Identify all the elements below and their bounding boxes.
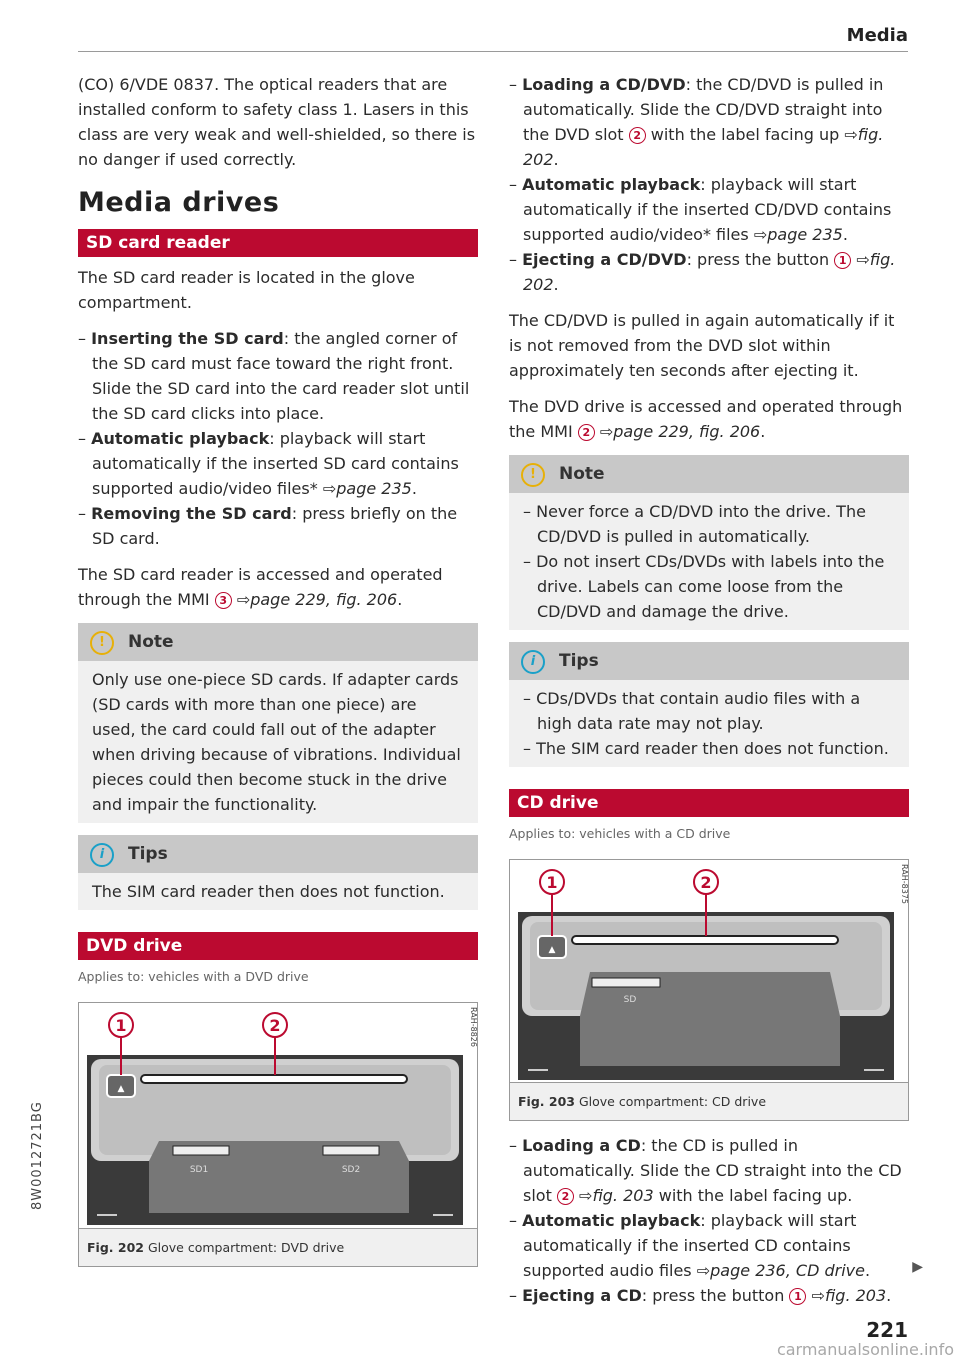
tips-box [78,835,478,910]
cd-drive-heading: CD drive [509,789,909,817]
callout-1: 1 [115,1016,127,1035]
figure-reference[interactable]: ⇨fig. 203 [811,1286,887,1305]
dvd-drive-heading: DVD drive [78,932,478,960]
cd-applies-text: Applies to: vehicles with a CD drive [509,826,731,841]
right-column [509,72,909,1319]
callout-number: 2 [578,424,595,441]
list-item: – Loading a CD/DVD: the CD/DVD is pulled in automatically. Slide the CD/DVD straight into the DVD slot 2 with the label facing up ⇨fig. 202. [509,72,909,172]
cd-bullet-list [509,1133,909,1308]
watermark: carmanualsonline.info [776,1340,954,1359]
list-item: – Loading a CD: the CD is pulled in automatically. Slide the CD straight into the CD slot 2 ⇨fig. 203 with the label facing up. [509,1133,909,1208]
list-item: – Automatic playback: playback will start automatically if the inserted SD card contains supported audio/video files* ⇨page 235. [78,426,478,501]
page-number: 221 [866,1318,908,1342]
page-reference[interactable]: ⇨page 236, CD drive [696,1261,865,1280]
note-box [78,623,478,823]
list-item: – Do not insert CDs/DVDs with labels into the drive. Labels can come loose from the CD/DVD and damage the drive. [523,549,895,624]
dvd-pull-in-text: The CD/DVD is pulled in again automatically if it is not removed from the DVD slot within approximately ten seconds after ejecting it. [509,311,895,380]
note-title: Note [559,464,605,484]
callout-number: 1 [789,1288,806,1305]
list-item: – Automatic playback: playback will start automatically if the inserted CD contains supported audio files ⇨page 236, CD drive. [509,1208,909,1283]
warning-icon: ! [521,463,545,487]
tips-text: The SIM card reader then does not function. [92,882,445,901]
dvd-bullet-list [509,72,909,297]
note-text: Only use one-piece SD cards. If adapter cards (SD cards with more than one piece) are used, the card could fall out of the adapter when driving because of vibrations. Individual pieces could then become stuck in the drive and impair the functionality. [92,670,461,814]
list-item: – Inserting the SD card: the angled corner of the SD card must face toward the right front. Slide the SD card into the card reader slot until the SD card clicks into place. [78,326,478,426]
figure-reference[interactable]: ⇨fig. 203 [579,1186,654,1205]
figure-202 [78,1002,478,1267]
figure-reference[interactable]: ⇨fig. 202 [523,125,884,169]
figure-caption: Fig. 202 Glove compartment: DVD drive [87,1240,345,1255]
page-reference[interactable]: ⇨page 229, fig. 206 [236,590,398,609]
slot-label-sd2: SD2 [341,1165,361,1175]
page-header-title: Media [846,25,908,46]
callout-number: 3 [215,592,232,609]
next-page-arrow-icon[interactable]: ▶ [912,1259,923,1275]
callout-number: 2 [629,127,646,144]
note-title: Note [128,632,174,652]
list-item: – Automatic playback: playback will start automatically if the inserted CD/DVD contains supported audio/video* files ⇨page 235. [509,172,909,247]
callout-number: 1 [834,252,851,269]
figure-code: RAH-8375 [900,864,909,904]
list-item: – Never force a CD/DVD into the drive. The CD/DVD is pulled in automatically. [523,499,895,549]
sd-location-text: The SD card reader is located in the glove compartment. [78,268,415,312]
sd-bullet-list [78,326,478,551]
eject-icon: ▲ [548,945,556,955]
info-icon: i [521,650,545,674]
slot-label-sd1: SD1 [189,1165,209,1175]
callout-2: 2 [269,1016,281,1035]
figure-code: RAH-8826 [469,1007,478,1047]
dvd-applies-text: Applies to: vehicles with a DVD drive [78,969,309,984]
callout-1: 1 [546,873,558,892]
list-item: – Removing the SD card: press briefly on the SD card. [78,501,478,551]
figure-caption: Fig. 203 Glove compartment: CD drive [518,1094,767,1109]
callout-2: 2 [700,873,712,892]
info-icon: i [90,843,114,867]
page-reference[interactable]: ⇨page 235 [322,479,412,498]
figure-reference[interactable]: ⇨fig. 202 [523,250,896,294]
page-reference[interactable]: ⇨page 235 [753,225,843,244]
list-item: – Ejecting a CD: press the button 1 ⇨fig. 203. [509,1283,909,1308]
cd-drive-illustration [510,860,908,1082]
warning-icon: ! [90,631,114,655]
list-item: – The SIM card reader then does not function. [523,736,895,761]
sd-mmi-text: The SD card reader is accessed and operated through the MMI 3 ⇨page 229, fig. 206. [78,565,443,609]
tips-title: Tips [559,651,599,671]
figure-203 [509,859,909,1121]
intro-paragraph: (CO) 6/VDE 0837. The optical readers that are installed conform to safety class 1. Lasers in this class are very weak and well-shielded, so there is no danger if used correctly. [78,75,476,169]
tips-box [509,642,909,767]
left-column [78,72,478,1279]
header-rule [78,51,908,52]
list-item: – Ejecting a CD/DVD: press the button 1 ⇨fig. 202. [509,247,909,297]
page-reference[interactable]: ⇨page 229, fig. 206 [599,422,761,441]
tips-title: Tips [128,844,168,864]
list-item: – CDs/DVDs that contain audio files with a high data rate may not play. [523,686,895,736]
dvd-drive-illustration [79,1003,477,1228]
note-box [509,455,909,630]
sd-card-reader-heading: SD card reader [78,229,478,257]
dvd-mmi-text: The DVD drive is accessed and operated through the MMI 2 ⇨page 229, fig. 206. [509,397,903,441]
callout-number: 2 [557,1188,574,1205]
section-title: Media drives [78,187,280,218]
slot-label-sd: SD [623,995,637,1005]
document-code: 8W0012721BG [30,1101,45,1210]
eject-icon: ▲ [117,1084,125,1094]
